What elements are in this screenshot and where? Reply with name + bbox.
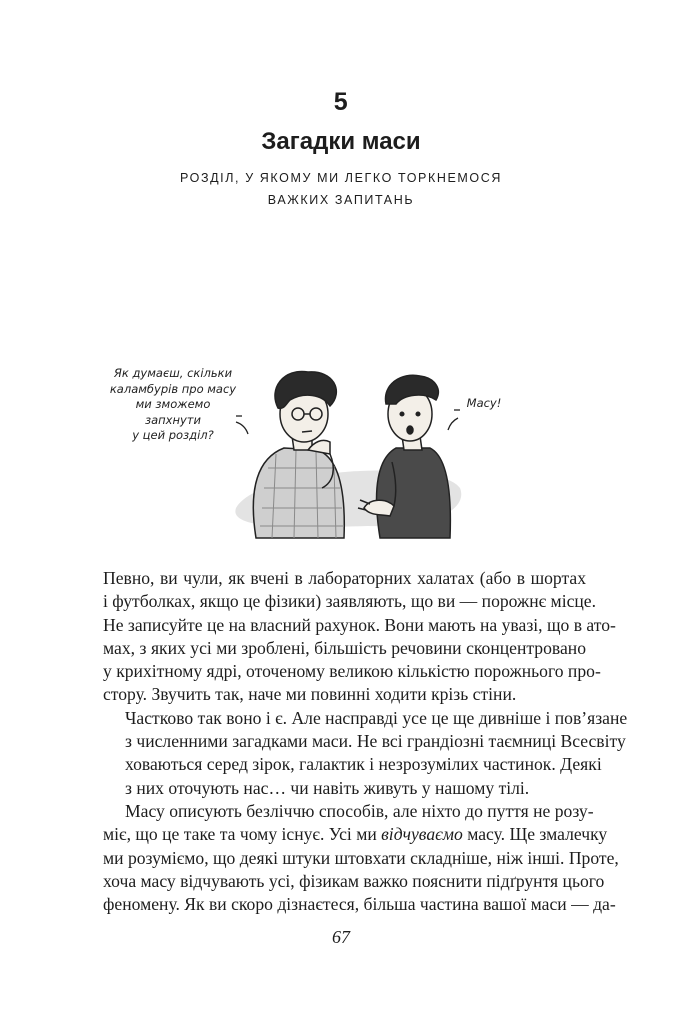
chapter-number: 5: [333, 88, 349, 116]
text-line: у крихітному ядрі, оточеному великою кількістю порожнього про-: [103, 661, 601, 682]
chapter-subtitle-line: РОЗДІЛ, У ЯКОМУ МИ ЛЕГКО ТОРКНЕМОСЯ: [179, 171, 503, 185]
left-character: [253, 371, 344, 538]
body-text: [103, 567, 628, 916]
text-line: мах, з яких усі ми зроблені, більшість речовини сконцентровано: [103, 637, 586, 658]
text-line: ховаються серед зірок, галактик і незрозумілих частинок. Деякі: [125, 754, 602, 775]
text-line: і футболках, якщо це фізики) заявляють, що ви — порожнє місце.: [103, 591, 597, 612]
paragraph-3: [103, 800, 619, 916]
chapter-subtitle-line: ВАЖКИХ ЗАПИТАНЬ: [267, 193, 415, 207]
left-speech-line: Як думаєш, скільки: [113, 366, 233, 380]
left-speech-line: каламбурів про масу: [109, 381, 237, 396]
text-fragment: міє, що це таке та чому існує. Усі ми: [103, 824, 382, 845]
text-line: Не записуйте це на власний рахунок. Вони мають на увазі, що в ато-: [103, 614, 616, 635]
right-character: [358, 375, 450, 538]
paragraph-1: [103, 567, 616, 707]
text-line: Певно, ви чули, як вчені в лабораторних халатах (або в шортах: [103, 568, 586, 588]
text-line: хоча масу відчувають усі, фізикам важко пояснити підґрунтя цього: [103, 870, 605, 891]
text-line: ми розуміємо, що деякі штуки штовхати складніше, ніж інші. Проте,: [103, 847, 619, 868]
right-speech-text: Масу!: [466, 396, 502, 410]
text-line: [103, 823, 608, 846]
text-line: Масу описують безліччю способів, але ніхто до пуття не розу-: [125, 800, 594, 821]
emphasis-text: відчуваємо: [381, 824, 463, 845]
page-number: 67: [332, 927, 350, 947]
left-speech-line: ми зможемо запхнути: [135, 397, 211, 427]
left-speech-text: [108, 366, 238, 444]
left-speech-line: у цей розділ?: [132, 428, 214, 442]
text-fragment: масу. Ще змалечку: [462, 824, 608, 845]
chapter-subtitle: [140, 167, 542, 211]
text-line: з численними загадками маси. Не всі грандіозні таємниці Всесвіту: [125, 731, 626, 752]
text-line: Частково так воно і є. Але насправді усе це ще дивніше і пов’язане: [125, 707, 628, 728]
cartoon-illustration: [108, 358, 578, 543]
text-line: феномену. Як ви скоро дізнаєтеся, більша частина вашої маси — да-: [103, 894, 616, 915]
paragraph-2: [103, 707, 628, 800]
chapter-title: Загадки маси: [261, 128, 421, 155]
text-line: стору. Звучить так, наче ми повинні ходити крізь стіни.: [103, 684, 517, 705]
text-line: з них оточують нас… чи навіть живуть у нашому тілі.: [125, 777, 530, 798]
